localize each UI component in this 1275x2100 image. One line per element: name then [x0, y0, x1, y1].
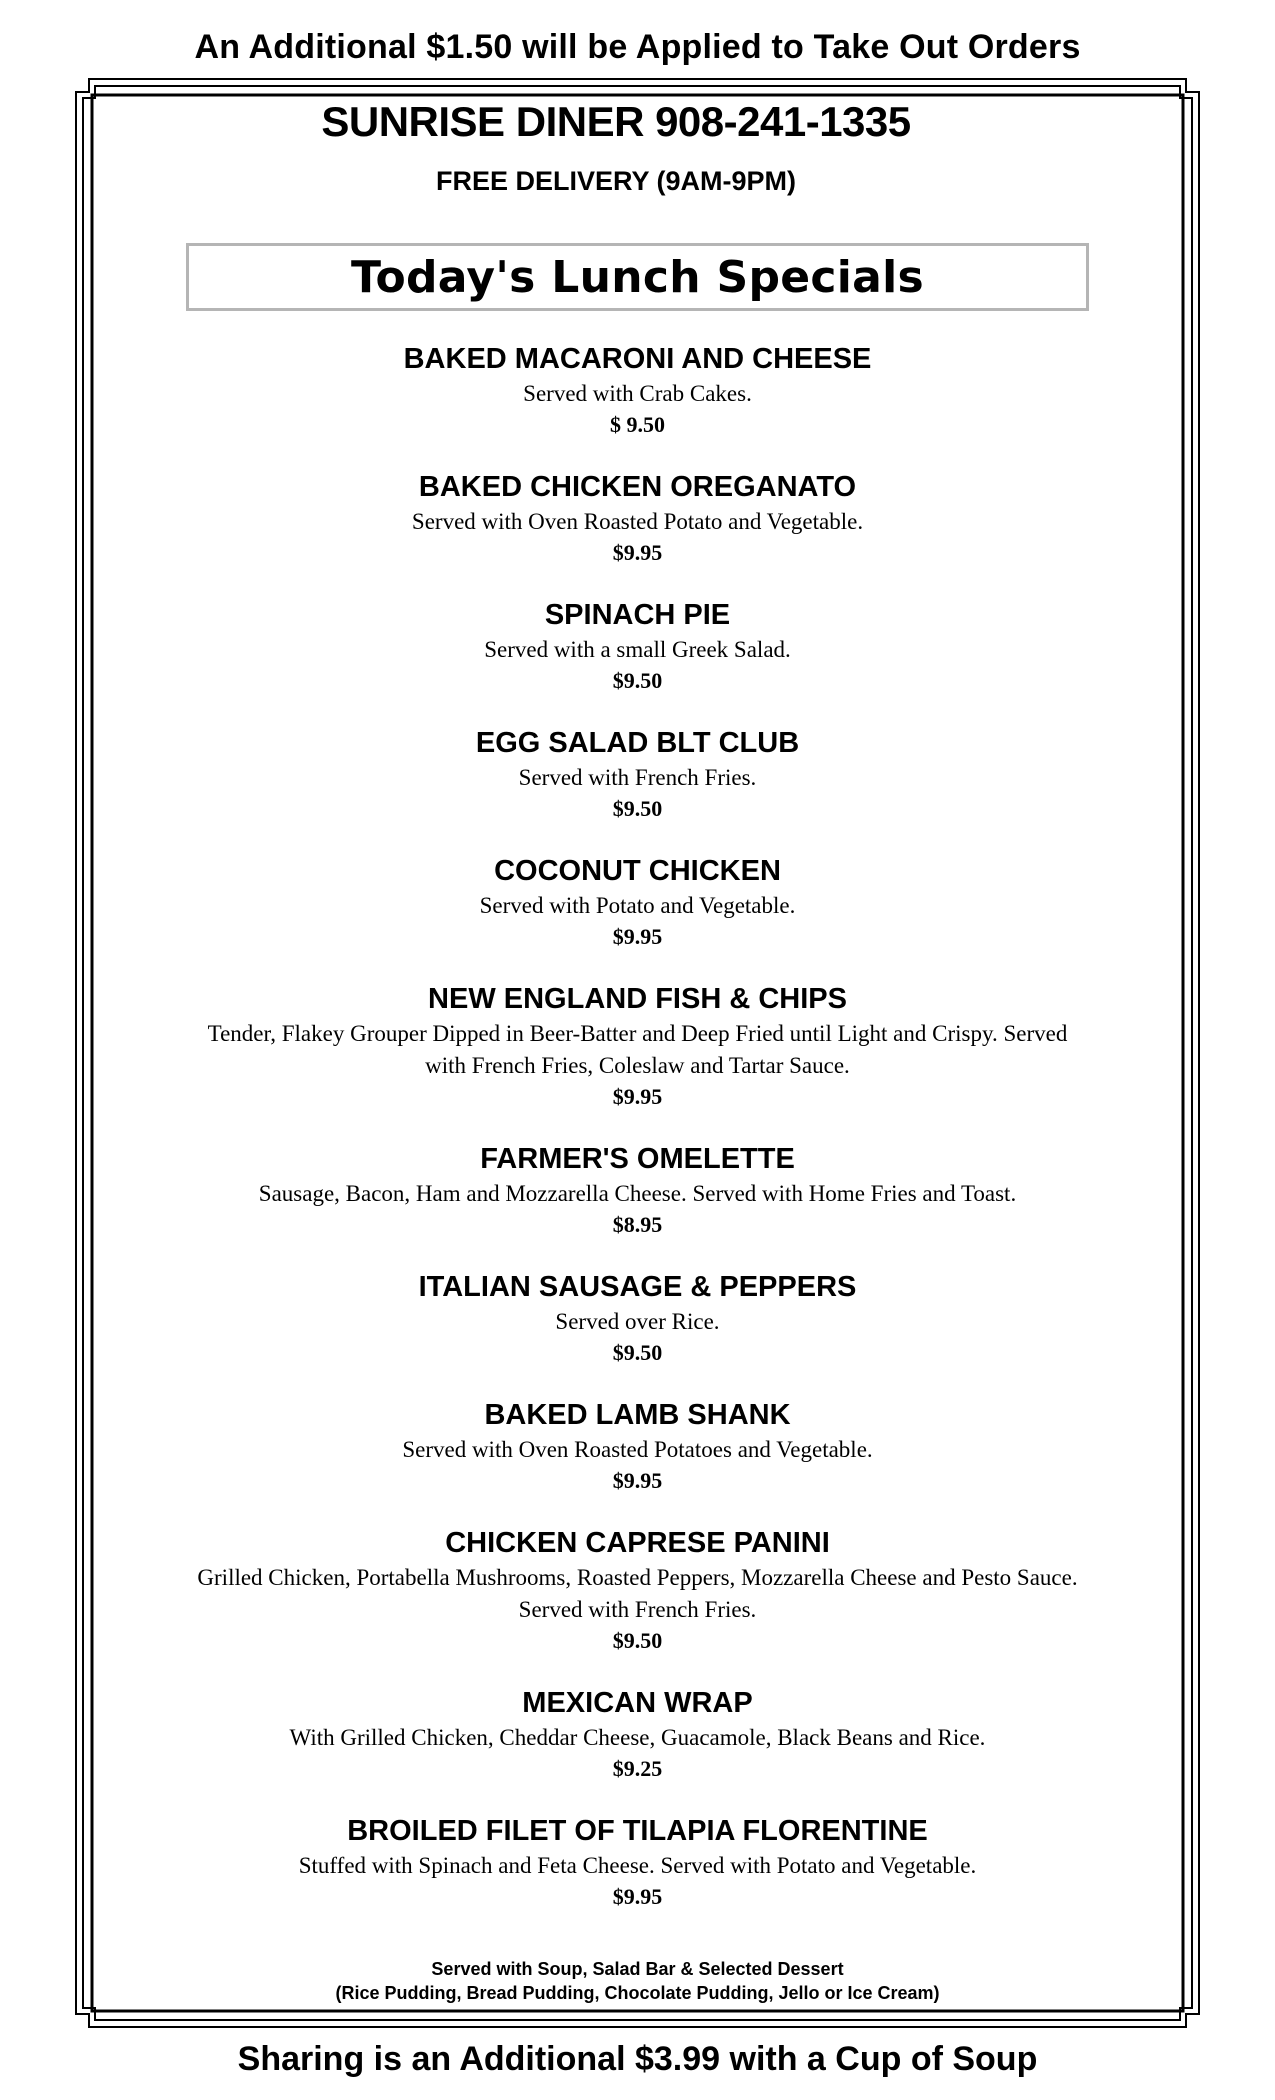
item-description: With Grilled Chicken, Cheddar Cheese, Guacamole, Black Beans and Rice. [289, 1725, 986, 1750]
item-name: CHICKEN CAPRESE PANINI [445, 1527, 830, 1559]
item-price: $9.95 [612, 1468, 663, 1493]
item-name: BROILED FILET OF TILAPIA FLORENTINE [347, 1815, 928, 1847]
item-description: Served with Oven Roasted Potatoes and Vegetable. [402, 1437, 873, 1462]
item-description: Served with a small Greek Salad. [484, 637, 791, 662]
item-description: Tender, Flakey Grouper Dipped in Beer-Batter and Deep Fried until Light and Crispy. Served with French Fries, Coleslaw and Tartar Sauce. [207, 1021, 1068, 1078]
item-price: $9.95 [612, 540, 663, 565]
item-name: NEW ENGLAND FISH & CHIPS [428, 983, 847, 1015]
item-name: ITALIAN SAUSAGE & PEPPERS [418, 1271, 857, 1303]
item-price: $9.95 [612, 1084, 663, 1109]
menu-item [190, 1140, 1085, 1240]
menu-item [190, 980, 1085, 1112]
item-name: FARMER'S OMELETTE [480, 1143, 795, 1175]
item-description: Served with French Fries. [518, 765, 757, 790]
specials-title-box [186, 243, 1089, 311]
item-price: $9.50 [612, 668, 663, 693]
footnote-line-2: (Rice Pudding, Bread Pudding, Chocolate Pudding, Jello or Ice Cream) [335, 1983, 940, 2003]
item-price: $9.50 [612, 1628, 663, 1653]
menu-item [190, 1684, 1085, 1784]
item-description: Served with Potato and Vegetable. [479, 893, 796, 918]
item-name: COCONUT CHICKEN [494, 855, 781, 887]
item-price: $9.50 [612, 1340, 663, 1365]
item-description: Stuffed with Spinach and Feta Cheese. Served with Potato and Vegetable. [298, 1853, 977, 1878]
item-price: $9.25 [612, 1756, 663, 1781]
menu-item [190, 596, 1085, 696]
menu-item [190, 724, 1085, 824]
sharing-notice: Sharing is an Additional $3.99 with a Cup of Soup [237, 2040, 1038, 2078]
item-price: $9.95 [612, 1884, 663, 1909]
item-name: SPINACH PIE [544, 599, 731, 631]
specials-list [190, 340, 1085, 1912]
item-description: Served over Rice. [555, 1309, 720, 1334]
takeout-notice: An Additional $1.50 will be Applied to Take Out Orders [194, 28, 1081, 66]
menu-item [190, 1396, 1085, 1496]
included-sides-note [0, 1957, 1275, 2005]
item-description: Sausage, Bacon, Ham and Mozzarella Cheese. Served with Home Fries and Toast. [258, 1181, 1017, 1206]
item-name: MEXICAN WRAP [522, 1687, 753, 1719]
item-price: $9.50 [612, 796, 663, 821]
item-name: EGG SALAD BLT CLUB [475, 727, 800, 759]
menu-item [190, 468, 1085, 568]
item-name: BAKED CHICKEN OREGANATO [418, 471, 857, 503]
menu-item [190, 340, 1085, 440]
delivery-hours: FREE DELIVERY (9AM-9PM) [435, 166, 797, 196]
item-description: Served with Oven Roasted Potato and Vegetable. [411, 509, 864, 534]
menu-item [190, 1524, 1085, 1656]
menu-item [190, 1812, 1085, 1912]
menu-item [190, 852, 1085, 952]
item-name: BAKED LAMB SHANK [484, 1399, 791, 1431]
menu-item [190, 1268, 1085, 1368]
diner-name-phone: SUNRISE DINER 908-241-1335 [321, 98, 911, 145]
footnote-line-1: Served with Soup, Salad Bar & Selected Dessert [431, 1959, 844, 1979]
item-description: Grilled Chicken, Portabella Mushrooms, Roasted Peppers, Mozzarella Cheese and Pesto Sauce. Served with French Fries. [197, 1565, 1078, 1622]
item-description: Served with Crab Cakes. [523, 381, 752, 406]
page-title: Today's Lunch Specials [350, 251, 925, 303]
item-price: $9.95 [612, 924, 663, 949]
item-price: $8.95 [612, 1212, 663, 1237]
item-name: BAKED MACARONI AND CHEESE [403, 343, 872, 375]
item-price: $ 9.50 [610, 412, 665, 437]
